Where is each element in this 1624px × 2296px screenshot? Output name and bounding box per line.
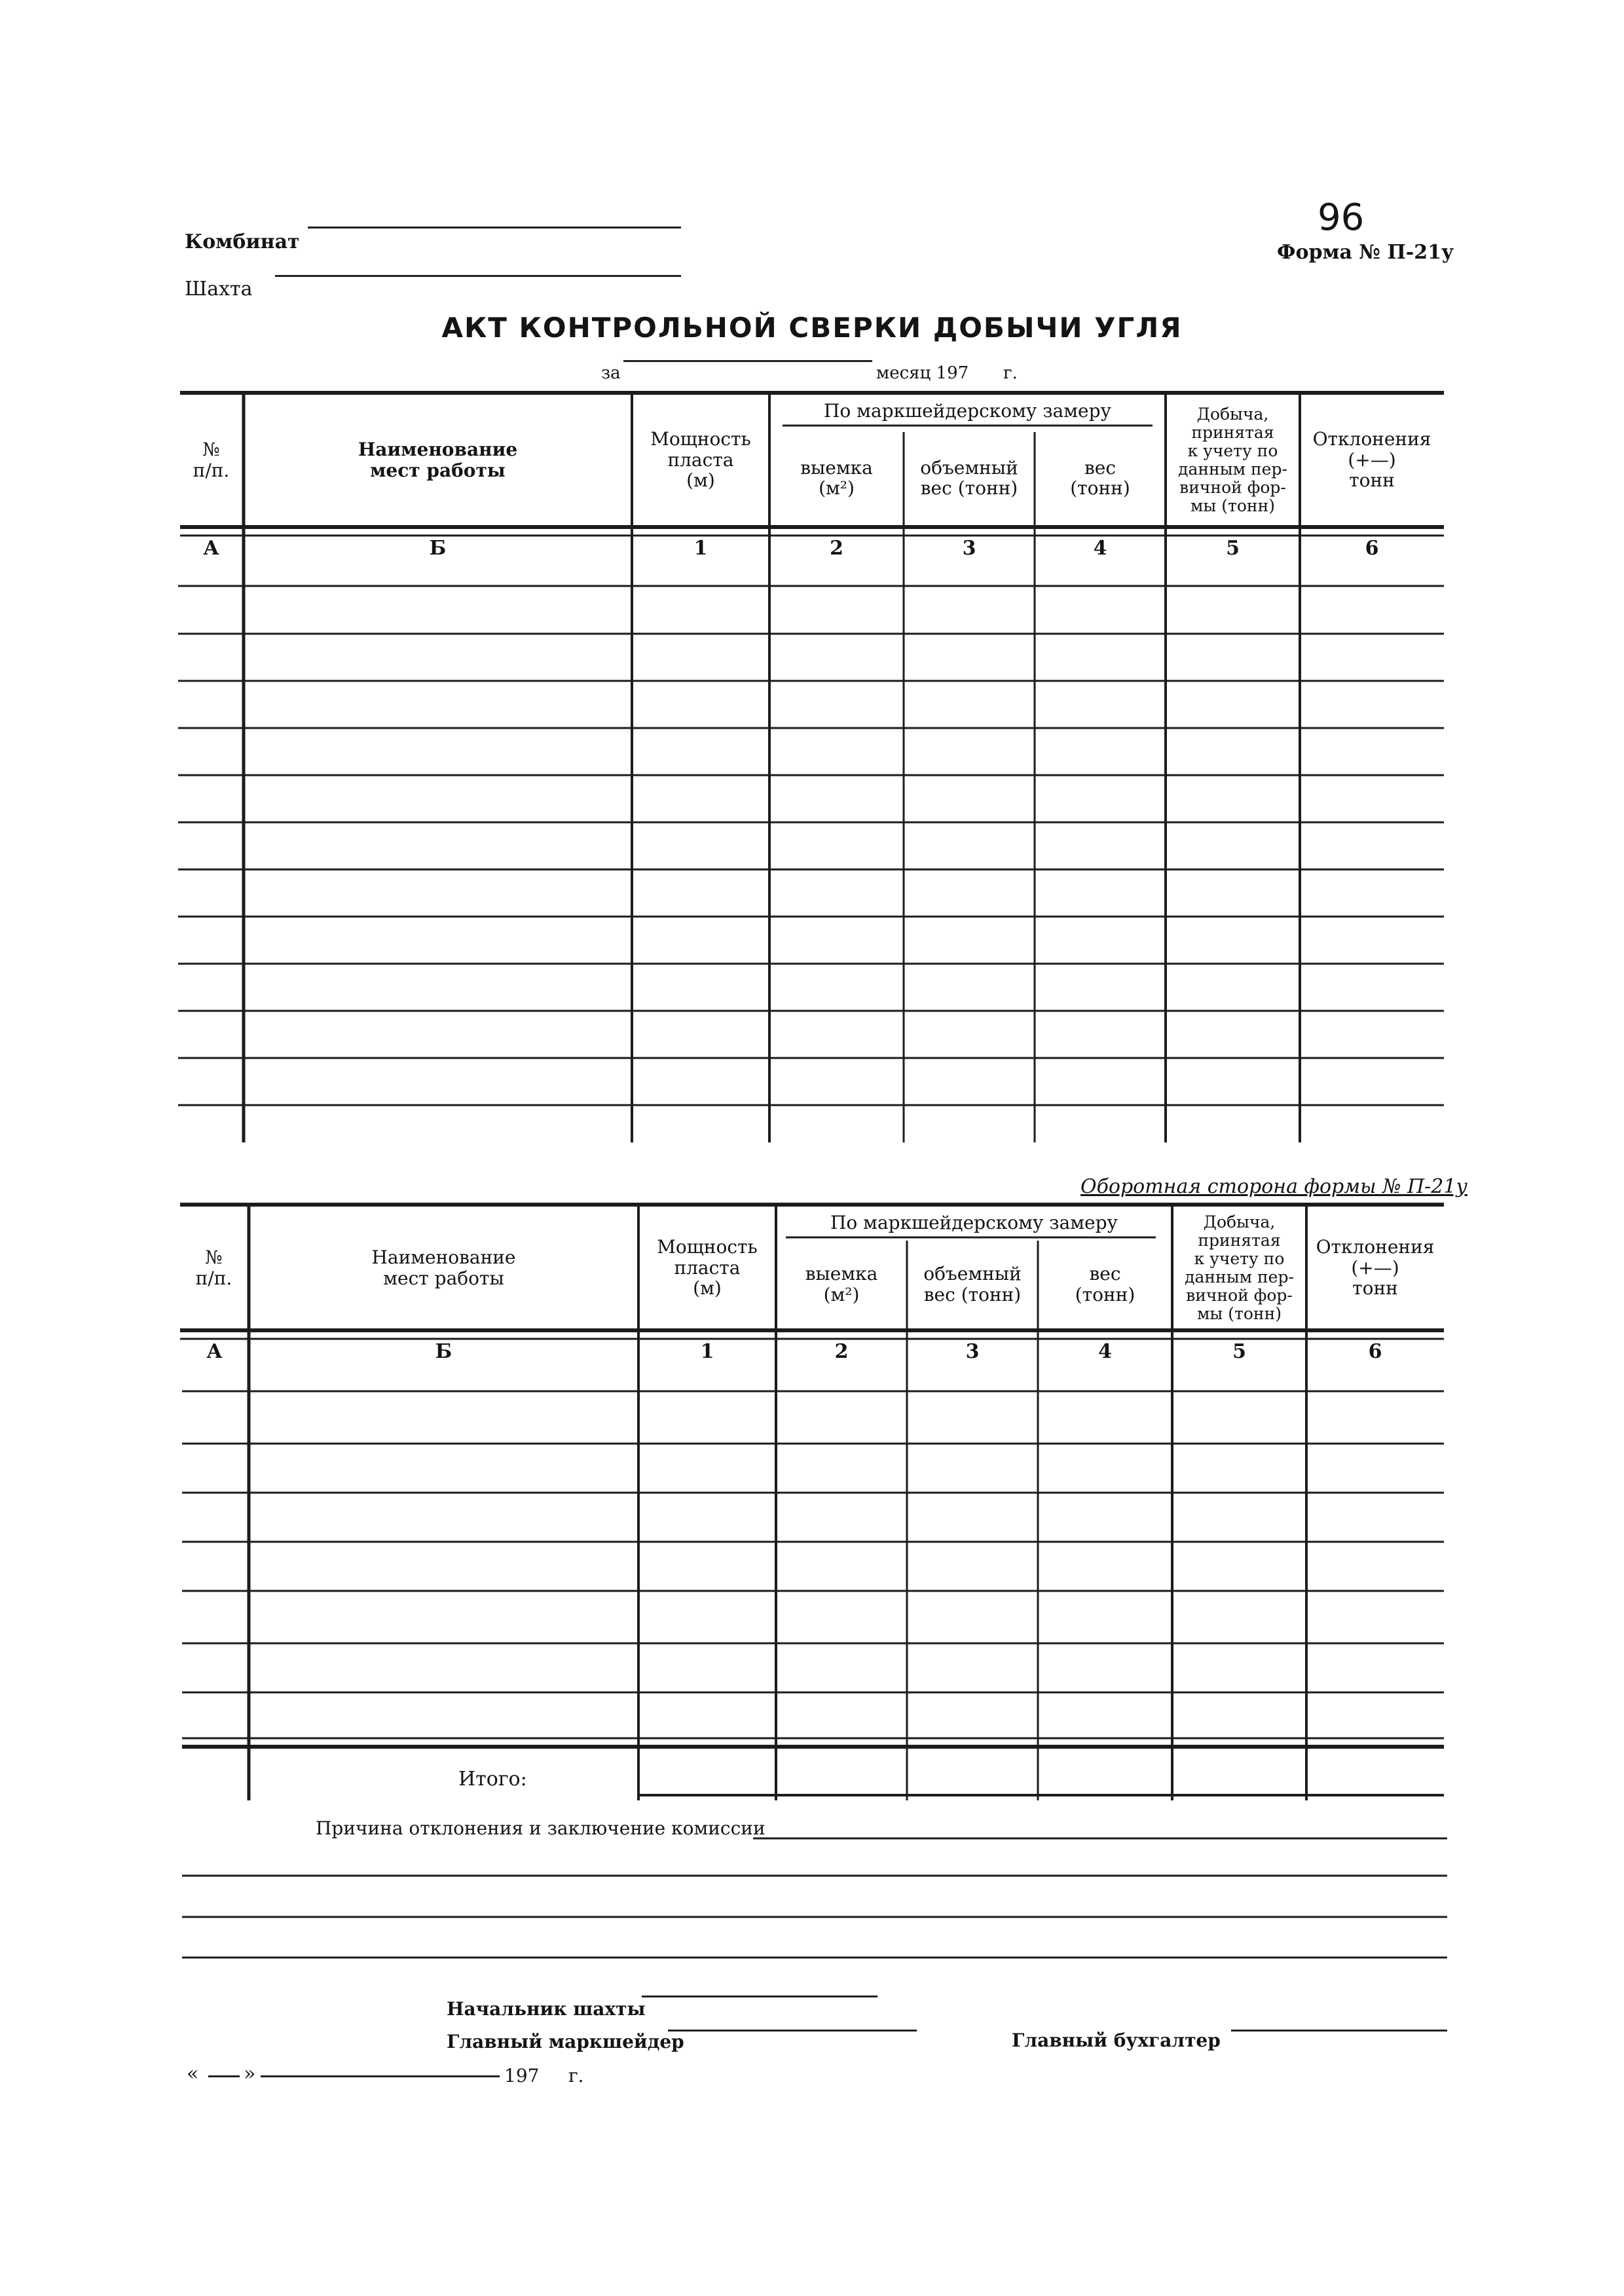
table-front-col-deviation: Отклонения (+—) тонн — [1312, 428, 1431, 492]
table-front-col-name: Наименование мест работы — [358, 439, 518, 481]
table-front-code-4: 4 — [1093, 537, 1107, 560]
chief-surveyor-signature-field[interactable] — [668, 2030, 917, 2032]
chief-accountant-label: Главный бухгалтер — [1012, 2030, 1221, 2051]
table-front-code-1: 1 — [693, 537, 708, 560]
table-reverse-code-1: 1 — [700, 1340, 714, 1363]
total-label: Итого: — [458, 1768, 527, 1791]
table-reverse-code-4: 4 — [1098, 1340, 1112, 1363]
mine-label: Шахта — [185, 278, 253, 301]
table-front-group-header: По маркшейдерскому замеру — [824, 399, 1111, 422]
table-reverse-group-header: По маркшейдерскому замеру — [830, 1211, 1118, 1233]
table-front-col-production: Добыча, принятая к учету по данным пер- вичной фор- мы (тонн) — [1178, 404, 1287, 515]
table-reverse-col-volume-weight: объемный вес (тонн) — [923, 1263, 1022, 1305]
table-reverse-col-thickness: Мощность пласта (м) — [657, 1236, 758, 1300]
date-month-field[interactable] — [261, 2075, 500, 2077]
table-front-code-2: 2 — [830, 537, 843, 560]
table-reverse-code-5: 5 — [1232, 1340, 1246, 1363]
mine-head-label: Начальник шахты — [447, 1998, 646, 2020]
table-reverse-col-name: Наименование мест работы — [371, 1247, 516, 1289]
period-year-suffix: г. — [1003, 363, 1018, 383]
table-reverse-code-6: 6 — [1368, 1340, 1382, 1363]
table-reverse-col-num: № п/п. — [195, 1247, 232, 1289]
table-front-col-weight: вес (тонн) — [1070, 456, 1130, 499]
table-reverse-code-a: А — [206, 1340, 223, 1363]
table-front-col-excavation: выемка (м²) — [800, 456, 873, 499]
table-front-code-b: Б — [429, 537, 447, 560]
table-reverse-col-production: Добыча, принятая к учету по данным пер- вичной фор- мы (тонн) — [1185, 1212, 1294, 1323]
date-suffix: г. — [568, 2065, 584, 2086]
mine-head-signature-field[interactable] — [642, 1995, 877, 1997]
reverse-side-caption: Оборотная сторона формы № П-21у — [1080, 1175, 1467, 1198]
table-reverse-code-2: 2 — [834, 1340, 849, 1363]
period-prefix: за — [601, 363, 621, 383]
table-front-code-6: 6 — [1365, 537, 1379, 560]
combine-label: Комбинат — [185, 230, 300, 253]
table-reverse-col-deviation: Отклонения (+—) тонн — [1316, 1236, 1435, 1300]
table-front-code-3: 3 — [962, 537, 976, 560]
form-code: Форма № П-21у — [1277, 241, 1454, 264]
table-front-col-volume-weight: объемный вес (тонн) — [920, 456, 1018, 499]
page-number: 96 — [1318, 196, 1365, 239]
table-reverse-col-excavation: выемка (м²) — [805, 1263, 878, 1305]
table-front-col-thickness: Мощность пласта (м) — [650, 428, 751, 492]
table-reverse-col-weight: вес (тонн) — [1075, 1263, 1135, 1305]
table-reverse-code-b: Б — [435, 1340, 452, 1363]
date-close-quote: » — [244, 2062, 256, 2085]
date-year: 197 — [504, 2065, 540, 2086]
period-month-label: месяц 197 — [876, 363, 969, 383]
reason-label: Причина отклонения и заключение комиссии — [316, 1817, 766, 1839]
date-open-quote: « — [187, 2062, 199, 2085]
table-front-col-num: № п/п. — [193, 439, 230, 481]
document-title: АКТ КОНТРОЛЬНОЙ СВЕРКИ ДОБЫЧИ УГЛЯ — [441, 312, 1183, 344]
chief-surveyor-label: Главный маркшейдер — [447, 2031, 684, 2052]
table-front-code-a: А — [203, 537, 219, 560]
date-day-field[interactable] — [208, 2075, 240, 2077]
table-front-code-5: 5 — [1226, 537, 1240, 560]
table-reverse-code-3: 3 — [965, 1340, 980, 1363]
chief-accountant-signature-field[interactable] — [1231, 2030, 1447, 2032]
